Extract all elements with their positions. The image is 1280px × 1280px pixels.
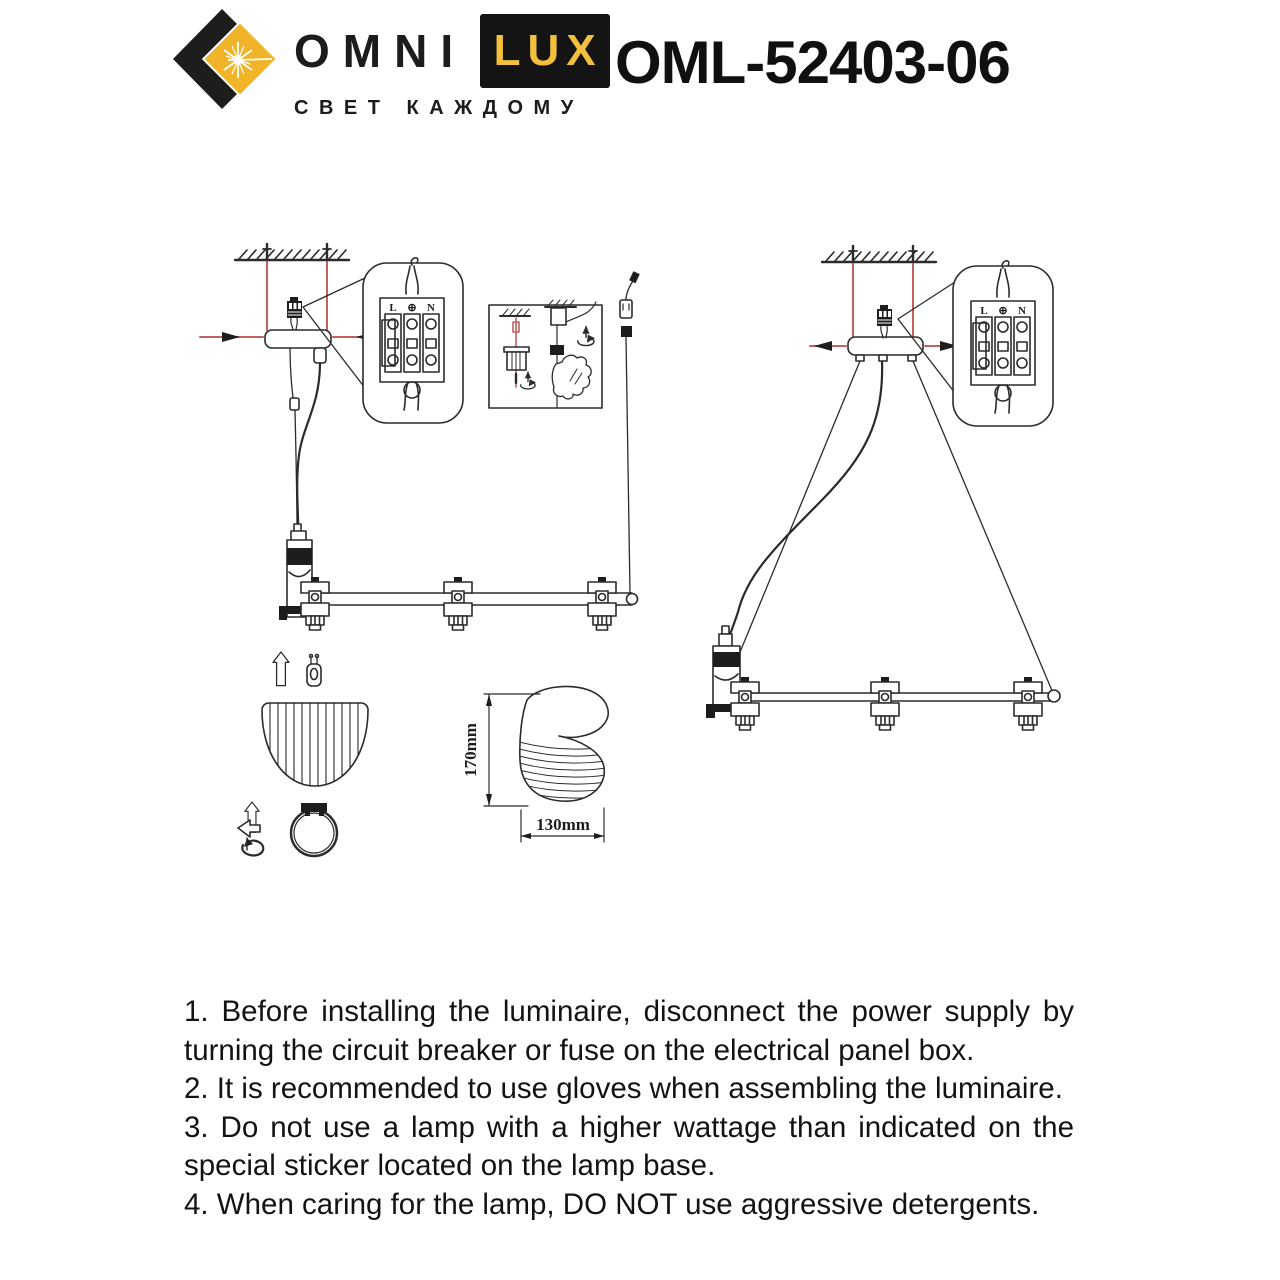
- dimension-height-label: 170mm: [461, 723, 480, 777]
- lamp-socket: [444, 577, 472, 630]
- terminal-label-live: L: [389, 302, 397, 314]
- lamp-socket: [301, 577, 329, 630]
- shade-parts-diagram: [238, 652, 368, 856]
- brand-name-lux: LUX: [493, 26, 603, 75]
- left-installation-diagram: [200, 244, 640, 630]
- terminal-label-live: L: [980, 305, 988, 317]
- ceiling-hatch: [822, 252, 936, 262]
- instruction-item-4: 4. When caring for the lamp, DO NOT use aggressive detergents.: [184, 1187, 1040, 1221]
- instruction-item-2: 2. It is recommended to use gloves when assembling the luminaire.: [184, 1072, 1063, 1105]
- lamp-socket: [871, 677, 899, 730]
- suspension-wire-parts: [620, 271, 640, 593]
- insert-direction-arrow: [273, 652, 289, 686]
- ceiling-canopy: [265, 330, 331, 348]
- brand-tagline: СВЕТ КАЖДОМУ: [294, 97, 584, 119]
- assembly-inset: [489, 300, 602, 408]
- brand-name-omni: OMNI: [294, 25, 467, 77]
- mounting-ring: [291, 803, 337, 856]
- dimension-width-label: 130mm: [536, 815, 590, 834]
- lamp-bulb-icon: [307, 655, 321, 687]
- terminal-label-neutral: N: [1018, 305, 1026, 317]
- terminal-block: [287, 297, 302, 330]
- dimension-drawing: [461, 686, 608, 842]
- rotate-instruction-arrows: [238, 802, 263, 855]
- model-number: OML-52403-06: [615, 29, 1010, 96]
- terminal-block: [877, 305, 892, 338]
- ceiling-canopy: [848, 337, 923, 355]
- lamp-socket: [1014, 677, 1042, 730]
- instruction-item-3: 3. Do not use a lamp with a higher wattage than indicated on the special sticker located on the lamp base.: [184, 1110, 1074, 1182]
- instruction-item-1: 1. Before installing the luminaire, disconnect the power supply by turning the circuit breaker or fuse on the electrical panel box.: [184, 995, 1074, 1067]
- lamp-socket: [588, 577, 616, 630]
- terminal-label-neutral: N: [427, 302, 435, 314]
- terminal-label-earth: ⊕: [998, 305, 1008, 317]
- instructions: [184, 993, 1074, 1224]
- ceiling-hatch: [235, 250, 349, 260]
- right-installation-diagram: [706, 246, 1060, 730]
- lamp-socket: [731, 677, 759, 730]
- striped-shade: [262, 700, 368, 790]
- terminal-label-earth: ⊕: [407, 302, 417, 314]
